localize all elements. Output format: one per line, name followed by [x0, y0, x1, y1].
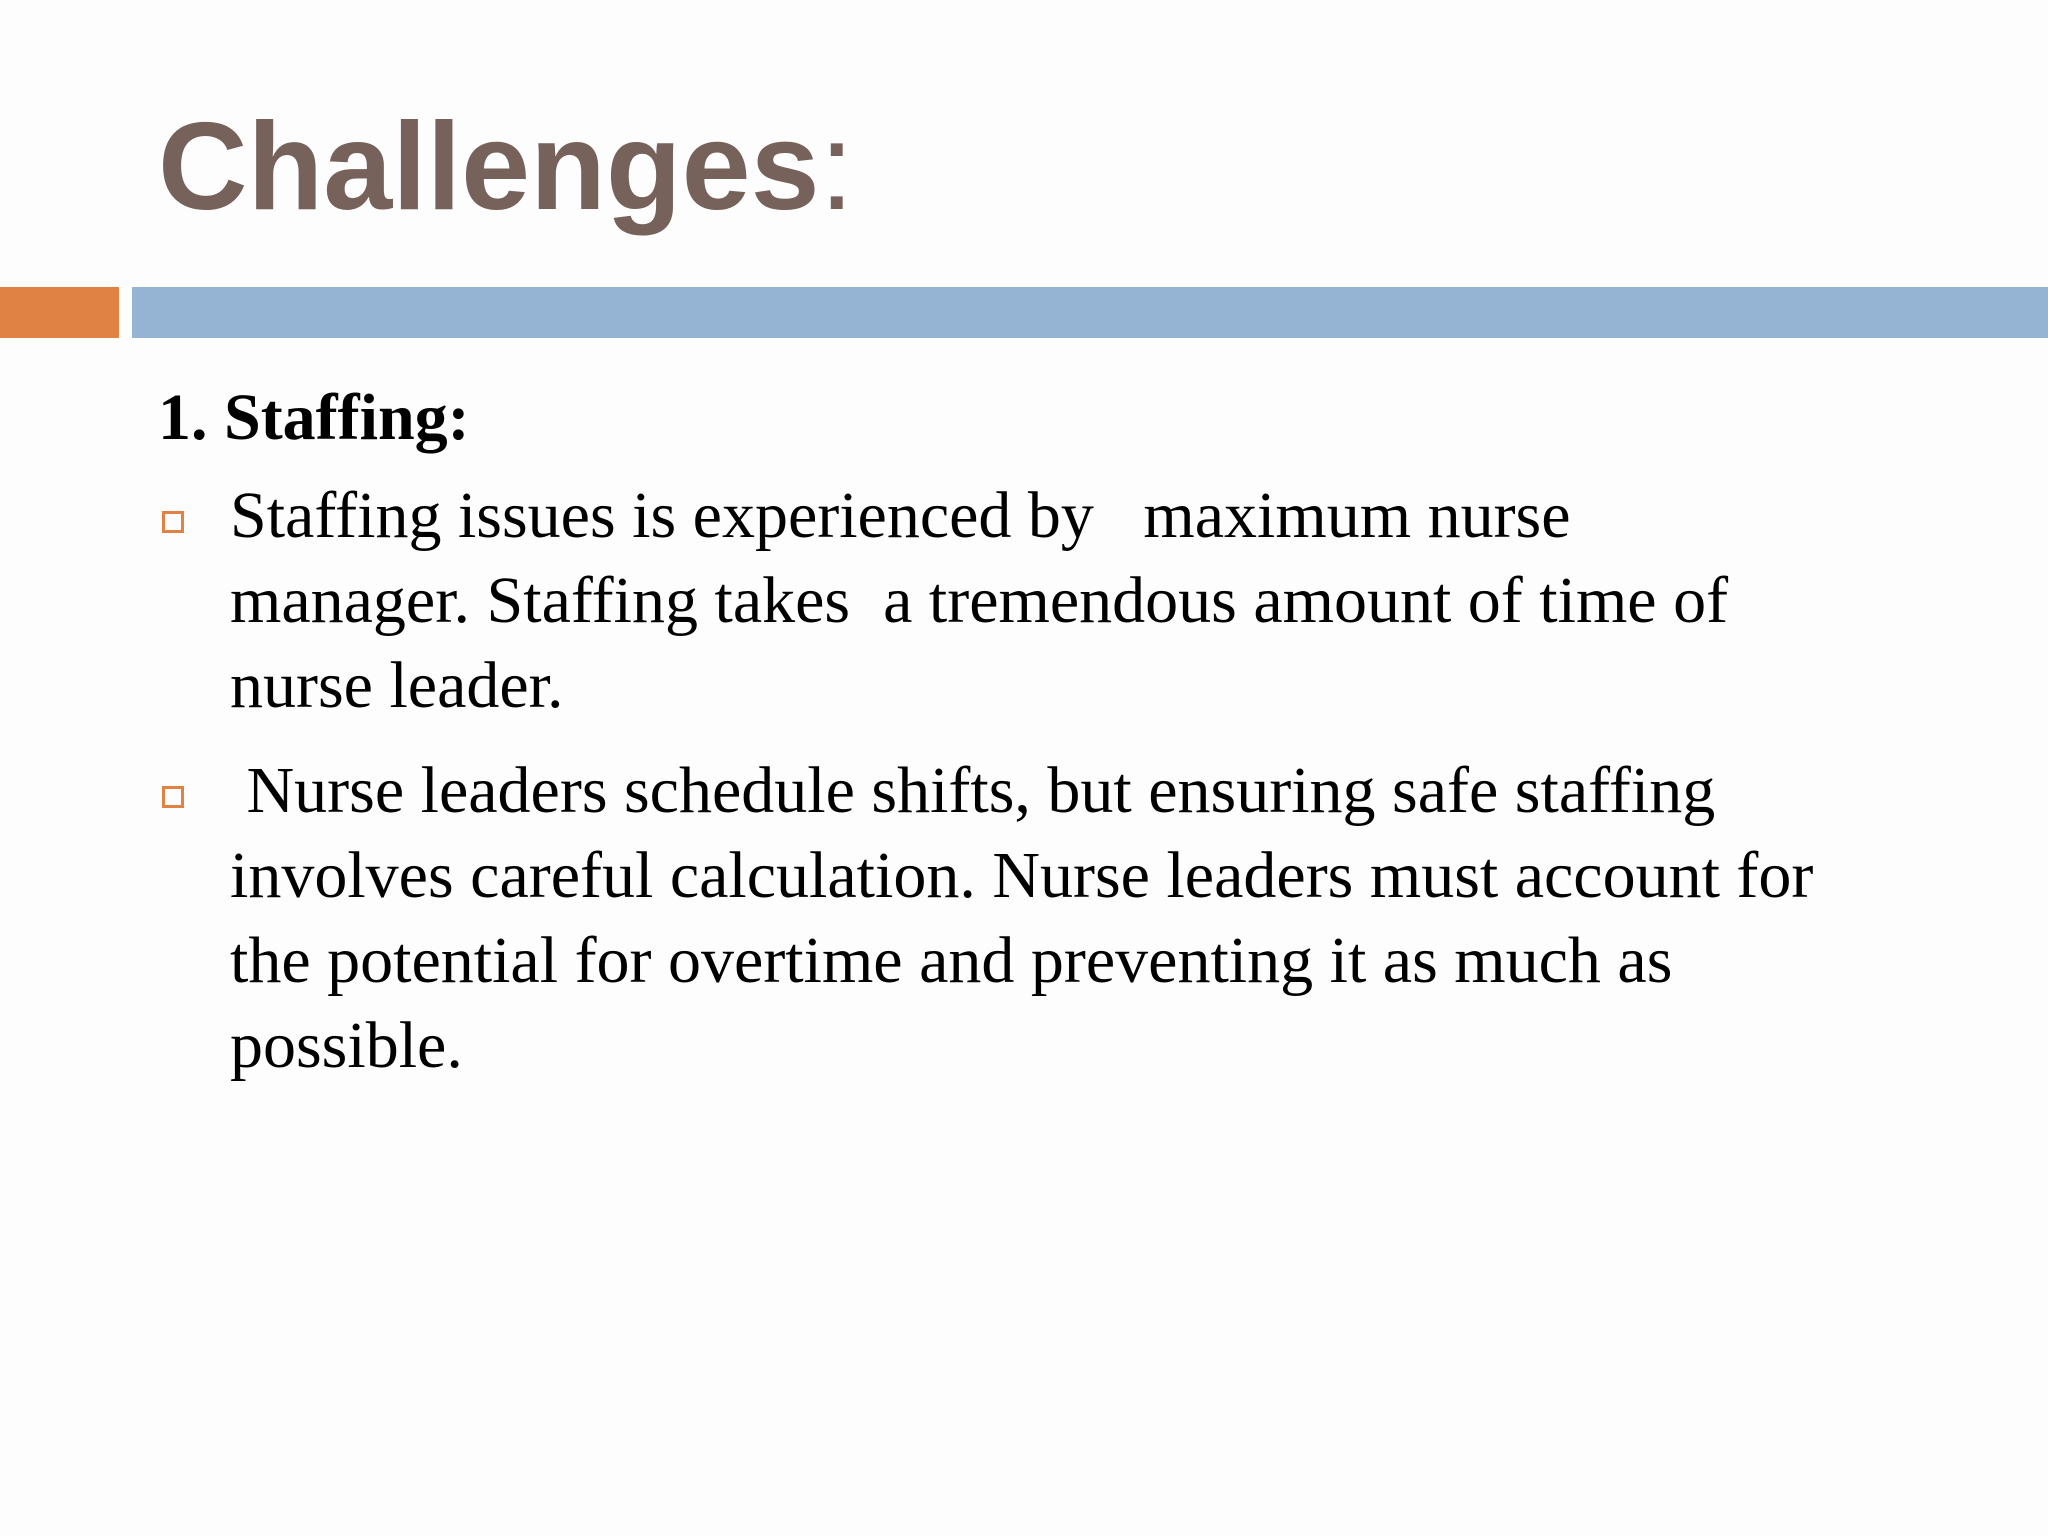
- slide-body: [158, 375, 1958, 1108]
- bullet-line: possible.: [230, 1009, 463, 1082]
- hollow-square-bullet-icon: [162, 511, 184, 533]
- slide-title: [158, 92, 854, 242]
- bullet-line: manager. Staffing takes a tremendous amount of time of: [230, 564, 1729, 637]
- bullet-list: [158, 473, 1958, 1088]
- accent-bar: [0, 287, 119, 338]
- bullet-line: nurse leader.: [230, 649, 564, 722]
- slide-title-text: Challenges: [158, 98, 820, 236]
- bullet-item: [158, 748, 1958, 1088]
- bullet-line: involves careful calculation. Nurse leaders must account for: [230, 839, 1814, 912]
- section-heading: 1. Staffing:: [158, 381, 470, 454]
- bullet-item: [158, 473, 1958, 728]
- bullet-line: Staffing issues is experienced by maximum nurse: [230, 479, 1571, 552]
- slide-title-colon: :: [819, 98, 854, 236]
- title-rule-bar: [132, 287, 2048, 338]
- bullet-line: Nurse leaders schedule shifts, but ensuring safe staffing: [230, 754, 1716, 827]
- hollow-square-bullet-icon: [162, 786, 184, 808]
- bullet-line: the potential for overtime and preventing it as much as: [230, 924, 1673, 997]
